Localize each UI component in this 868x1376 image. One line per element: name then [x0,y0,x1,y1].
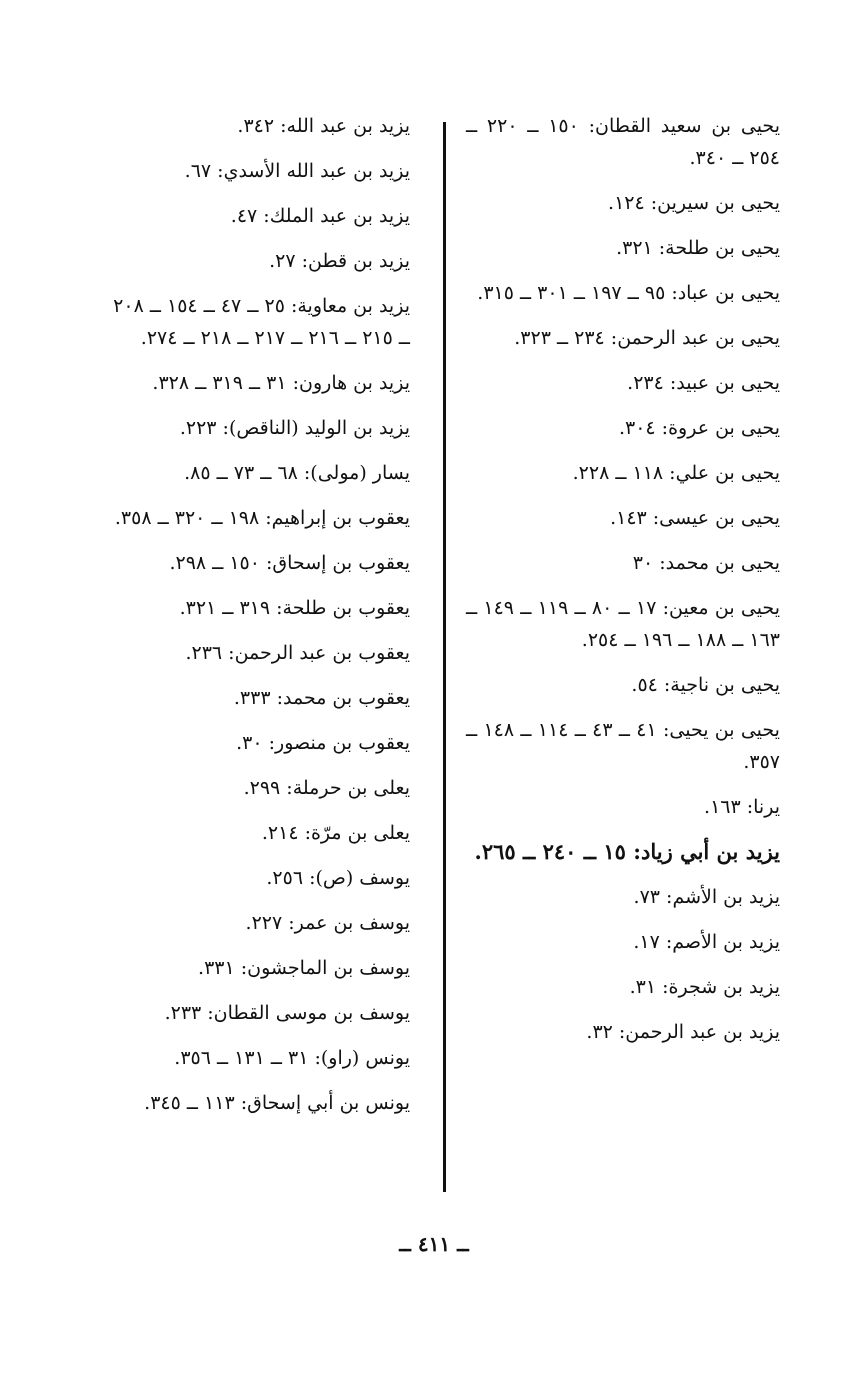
index-entry: يوسف بن عمر: ٢٢٧. [245,912,410,934]
index-entry: يزيد بن هارون: ٣١ ــ ٣١٩ ــ ٣٢٨. [152,372,410,394]
index-entry: يحيى بن معين: ١٧ ــ ٨٠ ــ ١١٩ ــ ١٤٩ ــ ١٦٣ ــ ١٨٨ ــ ١٩٦ ــ ٢٥٤. [466,597,780,651]
index-entry-bold: يزيد بن أبي زياد: ١٥ ــ ٢٤٠ ــ ٢٦٥. [474,839,780,864]
index-entry: يعقوب بن إسحاق: ١٥٠ ــ ٢٩٨. [169,552,410,574]
index-entry: يوسف بن الماجشون: ٣٣١. [198,957,410,979]
index-column-right [466,110,780,1061]
index-entry: يزيد بن شجرة: ٣١. [629,976,780,998]
index-entry: يحيى بن محمد: ٣٠ [632,552,780,574]
index-entry: يعقوب بن عبد الرحمن: ٢٣٦. [185,642,410,664]
index-entry: يسار (مولى): ٦٨ ــ ٧٣ ــ ٨٥. [184,462,410,484]
index-entry: يحيى بن طلحة: ٣٢١. [616,237,780,259]
index-entry: يحيى بن علي: ١١٨ ــ ٢٢٨. [572,462,780,484]
index-entry: يحيى بن ناجية: ٥٤. [631,674,780,696]
index-entry: يحيى بن عباد: ٩٥ ــ ١٩٧ ــ ٣٠١ ــ ٣١٥. [477,282,780,304]
index-entry: يعقوب بن منصور: ٣٠. [236,732,410,754]
index-entry: يحيى بن عيسى: ١٤٣. [610,507,780,529]
index-entry: يعقوب بن طلحة: ٣١٩ ــ ٣٢١. [179,597,410,619]
index-entry: يعلى بن مرّة: ٢١٤. [261,822,410,844]
index-entry: يزيد بن عبد الله: ٣٤٢. [237,115,410,137]
index-entry: يحيى بن يحيى: ٤١ ــ ٤٣ ــ ١١٤ ــ ١٤٨ ــ ٣٥٧. [466,719,780,773]
index-entry: يزيد بن قطن: ٢٧. [269,250,410,272]
index-entry: يحيى بن عبد الرحمن: ٢٣٤ ــ ٣٢٣. [514,327,780,349]
index-entry: يونس بن أبي إسحاق: ١١٣ ــ ٣٤٥. [144,1092,410,1114]
index-entry: يونس (راو): ٣١ ــ ١٣١ ــ ٣٥٦. [174,1047,410,1069]
page-number: ــ ٤١١ ــ [399,1232,469,1256]
index-entry: يحيى بن سعيد القطان: ١٥٠ ــ ٢٢٠ ــ ٢٥٤ ــ ٣٤٠. [466,115,780,169]
index-entry: يزيد بن عبد الله الأسدي: ٦٧. [184,160,410,182]
index-column-left [100,110,410,1132]
index-entry: يرنا: ١٦٣. [704,796,780,818]
index-entry: يزيد بن الوليد (الناقص): ٢٢٣. [179,417,410,439]
index-entry: يعلى بن حرملة: ٢٩٩. [243,777,410,799]
index-entry: يوسف بن موسى القطان: ٢٣٣. [164,1002,410,1024]
index-entry: يعقوب بن محمد: ٣٣٣. [233,687,410,709]
index-entry: يزيد بن الأشم: ٧٣. [633,886,780,908]
index-entry: يزيد بن الأصم: ١٧. [633,931,780,953]
index-entry: يزيد بن معاوية: ٢٥ ــ ٤٧ ــ ١٥٤ ــ ٢٠٨ ــ ٢١٥ ــ ٢١٦ ــ ٢١٧ ــ ٢١٨ ــ ٢٧٤. [113,295,410,349]
column-divider [443,122,446,1192]
index-entry: يحيى بن سيرين: ١٢٤. [608,192,780,214]
index-entry: يوسف (ص): ٢٥٦. [266,867,410,889]
index-entry: يزيد بن عبد الرحمن: ٣٢. [586,1021,780,1043]
index-entry: يعقوب بن إبراهيم: ١٩٨ ــ ٣٢٠ ــ ٣٥٨. [114,507,410,529]
index-entry: يحيى بن عروة: ٣٠٤. [618,417,780,439]
index-entry: يزيد بن عبد الملك: ٤٧. [230,205,410,227]
index-entry: يحيى بن عبيد: ٢٣٤. [627,372,780,394]
